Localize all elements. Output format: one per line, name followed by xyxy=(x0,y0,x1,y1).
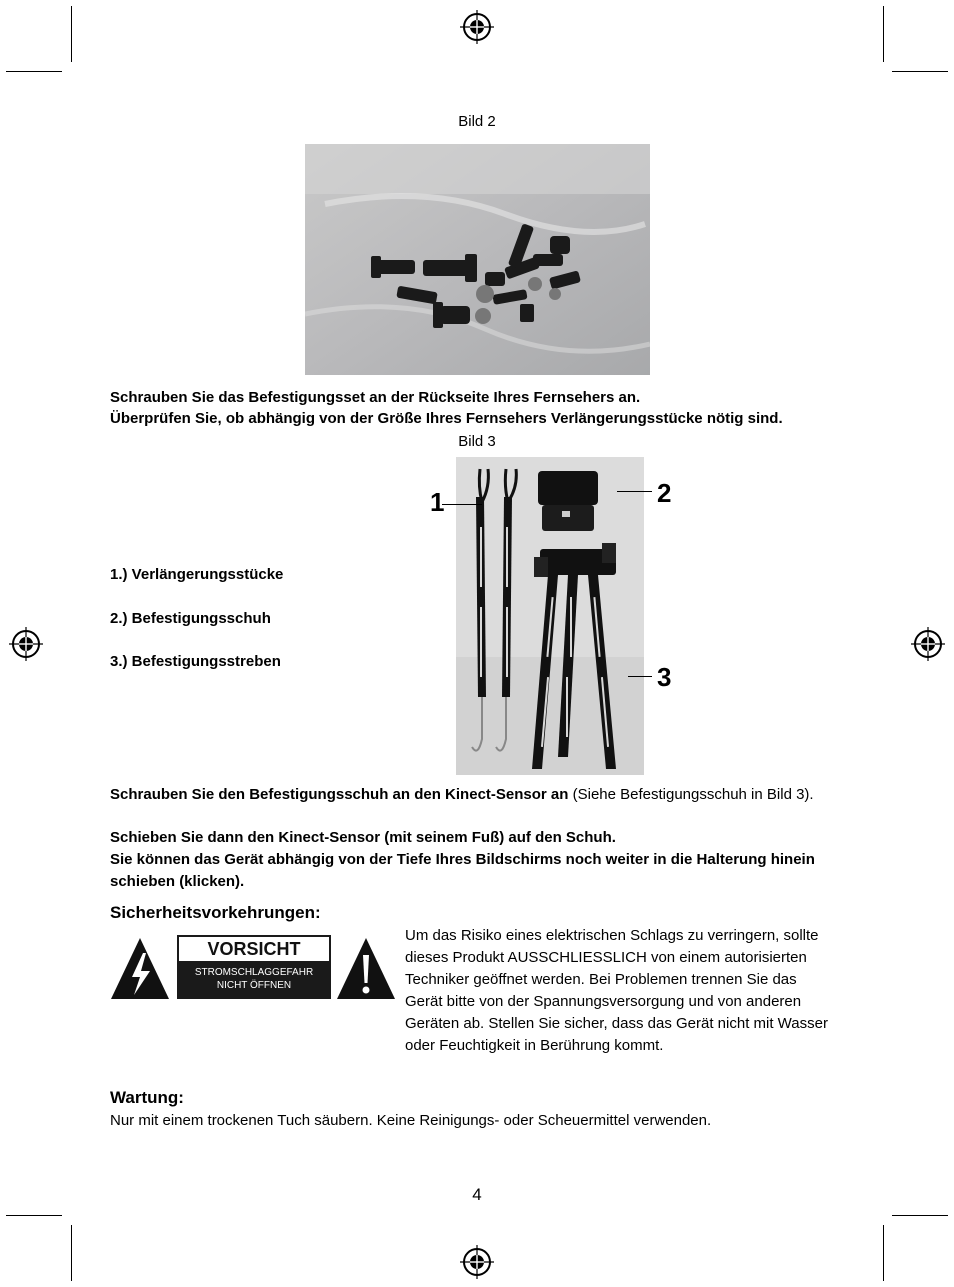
callout-line xyxy=(617,491,652,492)
callout-number-1: 1 xyxy=(430,487,445,517)
crop-mark xyxy=(892,71,948,72)
callout-number-3: 3 xyxy=(657,662,672,692)
mount-parts-photo xyxy=(456,457,644,775)
maintenance-heading: Wartung: xyxy=(110,1088,184,1107)
crop-mark xyxy=(71,6,72,62)
registration-mark-icon xyxy=(460,1245,494,1279)
callout-line xyxy=(442,504,482,505)
instruction-line: Schieben Sie dann den Kinect-Sensor (mit seinem Fuß) auf den Schuh. xyxy=(110,829,616,846)
instruction-normal: (Siehe Befestigungsschuh in Bild 3). xyxy=(568,786,814,803)
crop-mark xyxy=(6,71,62,72)
crop-mark xyxy=(883,6,884,62)
warning-line: NICHT ÖFFNEN xyxy=(216,980,292,991)
instruction-paragraph xyxy=(110,784,845,806)
registration-mark-icon xyxy=(911,627,945,661)
instruction-line: Schrauben Sie das Befestigungsset an der Rückseite Ihres Fernsehers an. xyxy=(110,389,641,406)
instruction-line: Überprüfen Sie, ob abhängig von der Größe Ihres Fernsehers Verlängerungsstücke nötig sind. xyxy=(110,410,783,427)
figure3-caption: Bild 3 xyxy=(458,433,496,450)
registration-mark-icon xyxy=(460,10,494,44)
crop-mark xyxy=(6,1215,62,1216)
warning-label-box xyxy=(177,935,331,999)
instruction-bold: Schrauben Sie den Befestigungsschuh an den Kinect-Sensor an xyxy=(110,786,569,803)
instruction-line: Sie können das Gerät abhängig von der Tiefe Ihres Bildschirms noch weiter in die Halterung hinein schieben (klicken). xyxy=(110,851,815,890)
maintenance-text: Nur mit einem trockenen Tuch säubern. Keine Reinigungs- oder Scheuermittel verwenden. xyxy=(110,1112,712,1129)
part-label: 1.) Verlängerungsstücke xyxy=(110,566,284,583)
part-label: 3.) Befestigungsstreben xyxy=(110,653,281,670)
crop-mark xyxy=(71,1225,72,1281)
lightning-warning-icon xyxy=(110,937,170,1000)
exclamation-warning-icon xyxy=(336,937,396,1000)
warning-line: STROMSCHLAGGEFAHR xyxy=(194,967,314,978)
screws-bag-photo xyxy=(305,144,650,375)
registration-mark-icon xyxy=(9,627,43,661)
crop-mark xyxy=(883,1225,884,1281)
page-number: 4 xyxy=(472,1185,482,1204)
safety-text: Um das Risiko eines elektrischen Schlags zu verringern, sollte dieses Produkt AUSSCHLIESSLICH von einem autorisierten Techniker geöffnet werden. Bei Problemen trennen Sie das Gerät bitte von der Spannungsversorgung und von anderen Geräten ab. Stellen Sie sicher, dass das Gerät nicht mit Wasser oder Feuchtigkeit in Berührung kommt. xyxy=(405,927,828,1054)
callout-number-2: 2 xyxy=(657,478,672,508)
warning-title: VORSICHT xyxy=(179,937,329,961)
part-label: 2.) Befestigungsschuh xyxy=(110,610,271,627)
callout-line xyxy=(628,676,652,677)
figure2-caption: Bild 2 xyxy=(458,113,496,130)
crop-mark xyxy=(892,1215,948,1216)
safety-heading: Sicherheitsvorkehrungen: xyxy=(110,903,321,922)
